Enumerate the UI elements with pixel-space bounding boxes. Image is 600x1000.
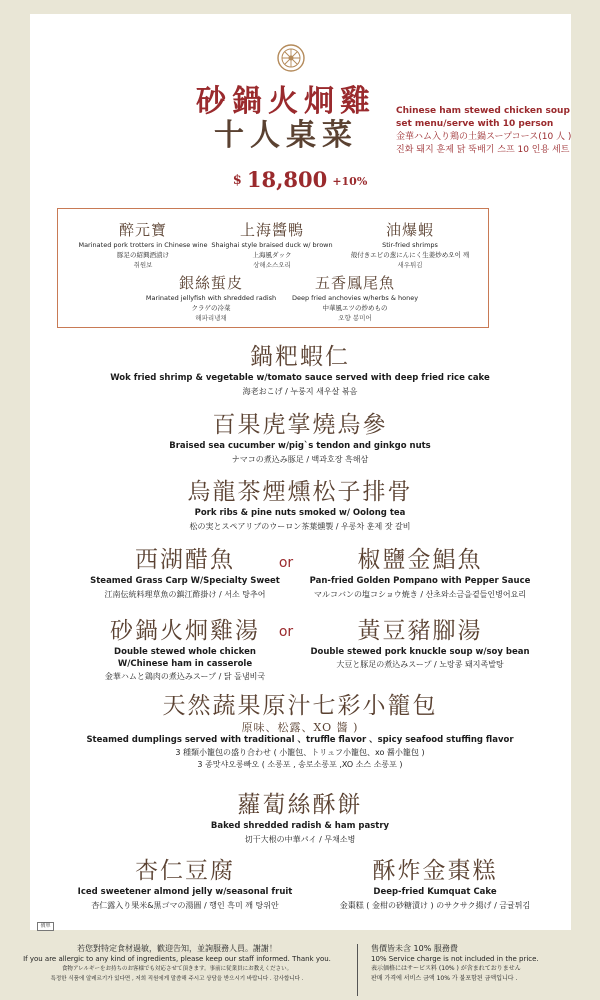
dish-name-kr: 해파리냉채	[195, 314, 227, 322]
service-charge-notice	[371, 944, 591, 984]
dish-item	[0, 477, 600, 534]
dish-name-jp: ナマコの煮込み豚足 / 백과호장 흑해삼	[231, 455, 369, 464]
price	[0, 167, 600, 192]
dish-name-jp: 中華風エツの炒めもの	[322, 304, 388, 312]
dish-name-en: Pan-fried Golden Pompano with Pepper Sauce	[309, 576, 531, 586]
dish-item	[0, 790, 600, 847]
or-divider: or	[278, 624, 294, 640]
service-charge-kr: 판매 가격에 서비스 금액 10% 가 불포함된 금액입니다 .	[371, 975, 518, 982]
dish-name-en: Deep fried anchovies w/herbs & honey	[291, 294, 419, 302]
description-jp: 金華ハム入り鶏の土鍋スープコース(10 人 )	[396, 132, 572, 142]
dish-name-kr: 상해소스오리	[253, 261, 291, 269]
price-currency: $	[232, 173, 242, 188]
allergy-notice	[0, 944, 354, 984]
menu-description	[396, 105, 572, 157]
dish-name-zh: 鍋粑蝦仁	[250, 344, 350, 370]
dish-name-en: Double stewed whole chicken	[114, 647, 256, 657]
description-en-1: Chinese ham stewed chicken soup	[396, 106, 570, 116]
cold-dish	[275, 273, 435, 323]
price-list-badge: 價單	[37, 922, 54, 931]
dish-name-en: Stir-fried shrimps	[382, 241, 438, 249]
dish-name-jp: マルコバンの塩コショウ焼き / 산초와소금을곁들인병어요리	[313, 590, 527, 599]
menu-title: 砂鍋火炯雞	[196, 84, 376, 119]
dish-name-zh: 酥炸金棗糕	[372, 858, 498, 884]
dish-item	[0, 410, 600, 467]
dish-name-zh: 烏龍茶煙燻松子排骨	[187, 479, 413, 505]
dish-name-zh: 砂鍋火炯雞湯	[110, 618, 260, 644]
dish-name-en: Braised sea cucumber w/pig`s tendon and ginkgo nuts	[169, 441, 431, 451]
dish-name-en-2: W/Chinese ham in casserole	[117, 659, 253, 669]
dish-item	[300, 616, 540, 672]
footer-divider	[357, 944, 358, 996]
service-charge-zh: 售價皆未含 10% 服務費	[371, 944, 458, 953]
allergy-notice-zh: 若您對特定食材過敏，歡迎告知，並詢服務人員。謝謝！	[77, 944, 277, 953]
dish-name-jp: 切干大根の中華パイ / 무채소병	[244, 835, 356, 844]
menu-subtitle-zh: 十人桌菜	[214, 118, 358, 153]
dish-name-en: Wok fried shrimp & vegetable w/tomato sauce served with deep fried rice cake	[110, 373, 490, 383]
service-charge-en: 10% Service charge is not included in the price.	[371, 955, 539, 963]
dish-name-en: Steamed Grass Carp W/Specialty Sweet	[90, 576, 280, 586]
dish-name-en: Marinated jellyfish with shredded radish	[145, 294, 277, 302]
dish-name-jp: 豚足の紹興酒漬け	[117, 251, 169, 259]
dish-name-kr: 새우튀김	[397, 261, 423, 269]
description-kr: 진화 돼지 훈제 닭 뚝배기 스프 10 인용 세트	[396, 145, 570, 155]
dish-name-jp: 大豆と豚足の煮込みスープ / 노랑콩 돼지족발탕	[336, 660, 504, 669]
allergy-notice-en: If you are allergic to any kind of ingredients, please keep our staff informed. Thank you.	[23, 955, 331, 963]
dish-name-zh: 西湖醋魚	[135, 547, 235, 573]
dish-name-jp: 3 種類小籠包の盛り合わせ ( 小籠包、トリュフ小籠包、xo 醤小籠包 )	[175, 748, 425, 757]
restaurant-logo-icon	[277, 44, 305, 72]
cold-dish	[131, 273, 291, 323]
allergy-notice-jp: 食物アレルギーをお持ちのお客様でも対応させて頂きます。事前に従業員にお教えください。	[61, 966, 293, 972]
service-charge-jp: 表示価格にはサービス料 (10% ) が含まれておりません	[371, 965, 521, 972]
dish-name-zh: 醉元寶	[118, 221, 167, 239]
dish-item	[75, 545, 295, 602]
dish-name-zh: 油爆蝦	[385, 221, 434, 239]
dish-name-en: Iced sweetener almond jelly w/seasonal fruit	[77, 887, 293, 897]
price-amount: 18,800	[246, 167, 328, 192]
dish-name-zh: 上海醬鴨	[239, 221, 304, 239]
dish-name-kr: 취원보	[133, 261, 153, 269]
dish-name-jp: 上海風ダック	[252, 251, 292, 259]
dish-item	[65, 856, 305, 913]
dish-name-jp: 金棗糕 ( 金柑の砂糖漬け ) のサクサク揚げ / 금귤튀김	[339, 901, 531, 910]
dish-name-en: Steamed dumplings served with traditional 、truffle flavor 、spicy seafood stuffing flavor	[86, 735, 514, 745]
dish-name-zh: 五香鳳尾魚	[314, 274, 395, 292]
dish-name-en: Shaighai style braised duck w/ brown	[211, 241, 333, 249]
dish-item	[300, 545, 540, 602]
dish-name-zh: 黃豆豬腳湯	[357, 618, 483, 644]
dish-name-en: Deep-fried Kumquat Cake	[373, 887, 497, 897]
cold-dish	[192, 220, 352, 270]
dish-name-kr: 3 종맛샤오롱빠오 ( 소롱포 , 송로소롱포 ,XO 소스 소롱포 )	[197, 760, 403, 769]
dish-name-jp: クラゲの冷菜	[191, 304, 231, 312]
dish-name-en: Double stewed pork knuckle soup w/soy bean	[310, 647, 530, 657]
dish-name-en: Pork ribs & pine nuts smoked w/ Oolong tea	[194, 508, 406, 518]
footer-notes	[0, 944, 600, 994]
price-service-charge: +10%	[332, 175, 368, 188]
dish-name-kr: 오향 봉미어	[338, 314, 372, 322]
dish-name-en: Marinated pork trotters in Chinese wine	[78, 241, 208, 249]
dish-name-jp: 松の実とスペアリブのウーロン茶葉燻製 / 우롱차 훈제 잣 갈비	[189, 522, 411, 531]
dish-flavors-zh: 原味、松露、XO 醬 )	[241, 721, 359, 734]
dish-name-zh: 百果虎掌燒烏參	[212, 412, 388, 438]
dish-name-en: Baked shredded radish & ham pastry	[210, 821, 390, 831]
dish-item	[75, 616, 295, 684]
dish-name-jp: 金華ハムと鶏肉の煮込みスープ / 닭 돌냄비국	[104, 672, 266, 681]
dish-name-jp: 殻付きエビの葱にんにく生姜炒め오이 깨	[350, 251, 470, 259]
cold-dish	[330, 220, 490, 270]
allergy-notice-kr: 특정한 식품에 알레르기가 있다면 , 저희 직원에게 말씀해 주시고 상담을 받으시기 바랍니다 . 감사합니다 .	[50, 976, 304, 982]
dish-name-zh: 天然蔬果原汁七彩小籠包	[162, 693, 438, 719]
dish-name-zh: 杏仁豆腐	[135, 858, 235, 884]
dish-name-jp: 江南伝統料理草魚の鎮江酢掛け / 서소 탕추어	[104, 590, 266, 599]
or-divider: or	[278, 555, 294, 571]
dish-item	[0, 342, 600, 399]
dish-name-zh: 蘿蔔絲酥餅	[237, 792, 363, 818]
description-en-2: set menu/serve with 10 person	[396, 119, 554, 129]
dish-item	[325, 856, 545, 913]
dish-name-jp: 海老おこげ / 누룽지 새우살 볶음	[242, 387, 358, 396]
dish-name-zh: 椒鹽金鯧魚	[357, 547, 483, 573]
dish-name-zh: 銀絲蜇皮	[178, 274, 243, 292]
dish-item	[0, 691, 600, 771]
dish-name-jp: 杏仁露入り果米&黒ゴマの湯圓 / 행인 흑미 깨 탕위안	[91, 901, 279, 910]
